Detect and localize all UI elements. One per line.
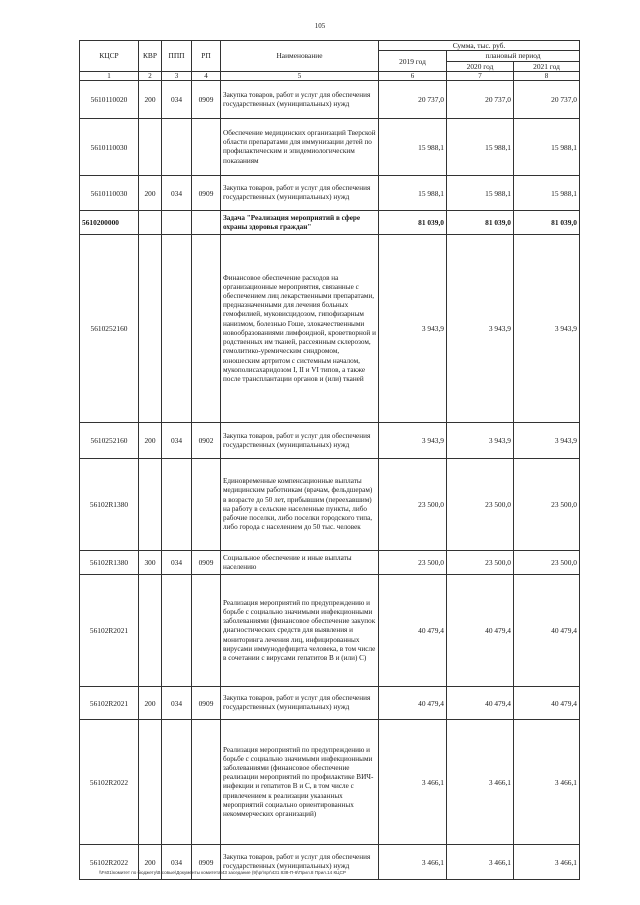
name-cell: Реализация мероприятий по предупреждению и борьбе с социально значимыми инфекционными заболеваниями (финансовое обеспечение реализации мероприятий по профилактике ВИЧ-инфекции и гепатитов В и С, в том числе с привлечением к реализации указанных мероприятий социально ориентированных некоммерческих организаций)	[221, 720, 379, 845]
rp-cell: 0902	[192, 423, 221, 459]
kcsr-cell: 56102R2021	[80, 687, 139, 720]
column-number: 2	[139, 72, 162, 81]
table-row	[80, 81, 580, 119]
column-number: 5	[221, 72, 379, 81]
page-number: 105	[314, 22, 326, 30]
kvr-cell: 200	[139, 423, 162, 459]
kcsr-cell: 56102R2021	[80, 575, 139, 687]
table-row	[80, 575, 580, 687]
column-number: 1	[80, 72, 139, 81]
name-cell: Финансовое обеспечение расходов на организационные мероприятия, связанные с обеспечением лиц лекарственными препаратами, предназначенными для лечения больных гемофилией, муковисцидозом, гипофизарным нанизмом, болезнью Гоше, злокачественными новообразованиями лимфоидной, кроветворной и родственных им тканей, рассеянным склерозом, гемолитико-уремическим синдромом, юношеским артритом с системным началом, мукополисахаридозом I, II и VI типов, а также после трансплантации органов и (или) тканей	[221, 235, 379, 423]
table-row	[80, 119, 580, 176]
kcsr-cell: 5610252160	[80, 423, 139, 459]
ppp-cell: 034	[162, 551, 192, 575]
amount-2021-cell: 81 039,0	[514, 211, 580, 235]
ppp-cell	[162, 459, 192, 551]
name-cell: Задача "Реализация мероприятий в сфере охраны здоровья граждан"	[221, 211, 379, 235]
amount-2021-cell: 20 737,0	[514, 81, 580, 119]
table-row	[80, 211, 580, 235]
kvr-cell	[139, 211, 162, 235]
amount-2020-cell: 3 466,1	[447, 845, 514, 880]
header-kvr: КВР	[139, 41, 162, 72]
amount-2020-cell: 40 479,4	[447, 687, 514, 720]
kcsr-cell: 56102R1380	[80, 551, 139, 575]
column-number: 3	[162, 72, 192, 81]
amount-2020-cell: 3 943,9	[447, 423, 514, 459]
rp-cell: 0909	[192, 687, 221, 720]
header-year-2019: 2019 год	[379, 51, 447, 72]
kvr-cell: 200	[139, 81, 162, 119]
name-cell: Закупка товаров, работ и услуг для обеспечения государственных (муниципальных) нужд	[221, 176, 379, 211]
name-cell: Обеспечение медицинских организаций Тверской области препаратами для иммунизации детей по профилактическим и эпидемиологическим показаниям	[221, 119, 379, 176]
name-cell: Реализация мероприятий по предупреждению и борьбе с социально значимыми инфекционными заболеваниями (финансовое обеспечение закупок диагностических средств для выявления и мониторинга лечения лиц, инфицированных вирусами иммунодефицита человека, в том числе в сочетании с вирусами гепатитов В и (или) С)	[221, 575, 379, 687]
kvr-cell	[139, 235, 162, 423]
kvr-cell	[139, 119, 162, 176]
amount-2020-cell: 15 988,1	[447, 119, 514, 176]
name-cell: Единовременные компенсационные выплаты медицинским работникам (врачам, фельдшерам) в возрасте до 50 лет, прибывшим (переехавшим) на работу в сельские населенные пункты, либо рабочие поселки, либо поселки городского типа, либо города с населением до 50 тыс. человек	[221, 459, 379, 551]
kvr-cell: 200	[139, 687, 162, 720]
name-cell: Закупка товаров, работ и услуг для обеспечения государственных (муниципальных) нужд	[221, 81, 379, 119]
amount-2020-cell: 81 039,0	[447, 211, 514, 235]
header-rp: РП	[192, 41, 221, 72]
table-row	[80, 551, 580, 575]
rp-cell	[192, 720, 221, 845]
rp-cell: 0909	[192, 81, 221, 119]
kcsr-cell: 56102R2022	[80, 845, 139, 880]
amount-2020-cell: 3 943,9	[447, 235, 514, 423]
rp-cell	[192, 459, 221, 551]
name-cell: Социальное обеспечение и иные выплаты населению	[221, 551, 379, 575]
amount-2021-cell: 40 479,4	[514, 687, 580, 720]
kvr-cell	[139, 459, 162, 551]
header-ppp: ППП	[162, 41, 192, 72]
rp-cell: 0909	[192, 551, 221, 575]
table-row	[80, 235, 580, 423]
amount-2020-cell: 3 466,1	[447, 720, 514, 845]
kcsr-cell: 56102R1380	[80, 459, 139, 551]
column-number: 8	[514, 72, 580, 81]
name-cell: Закупка товаров, работ и услуг для обеспечения государственных (муниципальных) нужд	[221, 423, 379, 459]
amount-2021-cell: 3 943,9	[514, 423, 580, 459]
rp-cell	[192, 235, 221, 423]
rp-cell	[192, 211, 221, 235]
amount-2020-cell: 15 988,1	[447, 176, 514, 211]
kcsr-cell: 5610110030	[80, 176, 139, 211]
amount-2021-cell: 3 943,9	[514, 235, 580, 423]
header-year-2021: 2021 год	[514, 61, 580, 71]
rp-cell	[192, 575, 221, 687]
amount-2019-cell: 15 988,1	[379, 176, 447, 211]
column-number: 4	[192, 72, 221, 81]
amount-2021-cell: 23 500,0	[514, 551, 580, 575]
header-planned-period: плановый период	[447, 51, 580, 61]
rp-cell: 0909	[192, 845, 221, 880]
kvr-cell	[139, 575, 162, 687]
table-row	[80, 459, 580, 551]
table-row	[80, 423, 580, 459]
amount-2019-cell: 3 466,1	[379, 845, 447, 880]
table-row	[80, 176, 580, 211]
amount-2019-cell: 23 500,0	[379, 459, 447, 551]
ppp-cell	[162, 119, 192, 176]
amount-2019-cell: 40 479,4	[379, 575, 447, 687]
amount-2020-cell: 23 500,0	[447, 459, 514, 551]
ppp-cell: 034	[162, 81, 192, 119]
header-year-2020: 2020 год	[447, 61, 514, 71]
amount-2019-cell: 81 039,0	[379, 211, 447, 235]
kvr-cell	[139, 720, 162, 845]
name-cell: Закупка товаров, работ и услуг для обеспечения государственных (муниципальных) нужд	[221, 687, 379, 720]
amount-2019-cell: 15 988,1	[379, 119, 447, 176]
rp-cell	[192, 119, 221, 176]
amount-2021-cell: 15 988,1	[514, 119, 580, 176]
rp-cell: 0909	[192, 176, 221, 211]
column-number-row	[80, 72, 580, 81]
ppp-cell: 034	[162, 423, 192, 459]
kcsr-cell: 5610252160	[80, 235, 139, 423]
ppp-cell: 034	[162, 687, 192, 720]
table-row	[80, 720, 580, 845]
amount-2019-cell: 23 500,0	[379, 551, 447, 575]
header-name: Наименование	[221, 41, 379, 72]
amount-2021-cell: 3 466,1	[514, 845, 580, 880]
ppp-cell: 034	[162, 845, 192, 880]
amount-2019-cell: 3 466,1	[379, 720, 447, 845]
name-cell: Закупка товаров, работ и услуг для обеспечения государственных (муниципальных) нужд	[221, 845, 379, 880]
header-kcsr: КЦСР	[80, 41, 139, 72]
kvr-cell: 300	[139, 551, 162, 575]
amount-2019-cell: 40 479,4	[379, 687, 447, 720]
table-row	[80, 687, 580, 720]
header-sum-title: Сумма, тыс. руб.	[379, 41, 580, 51]
kvr-cell: 200	[139, 845, 162, 880]
amount-2020-cell: 20 737,0	[447, 81, 514, 119]
kvr-cell: 200	[139, 176, 162, 211]
amount-2021-cell: 40 479,4	[514, 575, 580, 687]
kcsr-cell: 56102R2022	[80, 720, 139, 845]
column-number: 6	[379, 72, 447, 81]
amount-2019-cell: 20 737,0	[379, 81, 447, 119]
budget-table	[79, 40, 580, 880]
ppp-cell	[162, 235, 192, 423]
amount-2020-cell: 40 479,4	[447, 575, 514, 687]
kcsr-cell: 5610200000	[80, 211, 139, 235]
ppp-cell	[162, 720, 192, 845]
ppp-cell	[162, 211, 192, 235]
kcsr-cell: 5610110030	[80, 119, 139, 176]
ppp-cell: 034	[162, 176, 192, 211]
amount-2019-cell: 3 943,9	[379, 235, 447, 423]
amount-2021-cell: 3 466,1	[514, 720, 580, 845]
ppp-cell	[162, 575, 192, 687]
amount-2021-cell: 23 500,0	[514, 459, 580, 551]
column-number: 7	[447, 72, 514, 81]
amount-2021-cell: 15 988,1	[514, 176, 580, 211]
kcsr-cell: 5610110020	[80, 81, 139, 119]
footer-file-path: \\Fs01\комитет по бюджету\В совые\Документы комитета\43 заседание (9)\pr\spr\431 838-П-6\Прил.8 Прил.14 КЦСР	[99, 870, 346, 875]
amount-2020-cell: 23 500,0	[447, 551, 514, 575]
amount-2019-cell: 3 943,9	[379, 423, 447, 459]
